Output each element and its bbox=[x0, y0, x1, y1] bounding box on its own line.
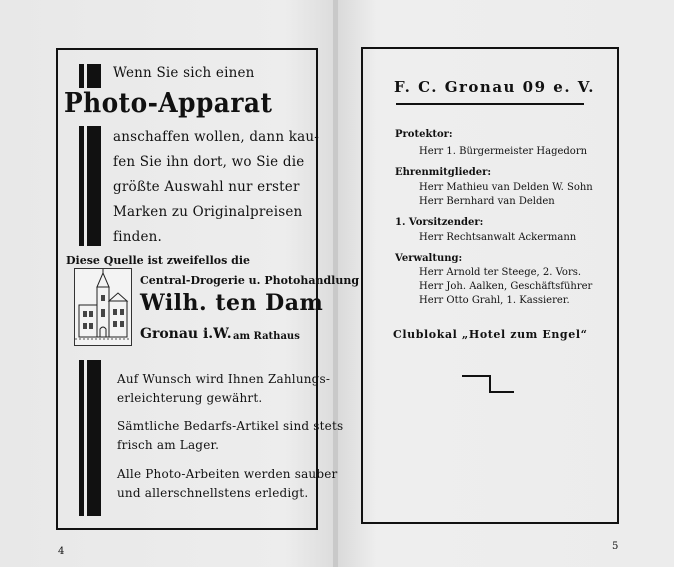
section-label-ehrenmitglieder: Ehrenmitglieder: bbox=[395, 167, 492, 178]
decorative-bars-top bbox=[79, 64, 101, 88]
section-label-protektor: Protektor: bbox=[395, 129, 453, 140]
section-label-verwaltung: Verwaltung: bbox=[395, 253, 463, 264]
work-line-2: und allerschnellstens erledigt. bbox=[117, 486, 309, 500]
ad-text-line-3: größte Auswahl nur erster bbox=[113, 179, 300, 195]
title-underline bbox=[396, 103, 584, 105]
ad-headline: Photo-Apparat bbox=[64, 88, 273, 119]
ehrenmitglied-entry-2: Herr Bernhard van Delden bbox=[419, 196, 555, 207]
club-title: F. C. Gronau 09 e. V. bbox=[394, 78, 595, 96]
shop-city: Gronau i.W. bbox=[140, 326, 232, 342]
rathaus-illustration bbox=[74, 268, 132, 346]
verwaltung-entry-2: Herr Joh. Aalken, Geschäftsführer bbox=[419, 281, 593, 292]
stock-line-2: frisch am Lager. bbox=[117, 438, 220, 452]
step-ornament bbox=[462, 374, 516, 396]
protektor-entry: Herr 1. Bürgermeister Hagedorn bbox=[419, 146, 588, 157]
payment-line-2: erleichterung gewährt. bbox=[117, 391, 263, 405]
shop-location: am Rathaus bbox=[233, 331, 300, 342]
ad-text-line-5: finden. bbox=[113, 229, 163, 245]
payment-line-1: Auf Wunsch wird Ihnen Zahlungs- bbox=[117, 372, 331, 386]
page-number-left: 4 bbox=[58, 546, 65, 557]
ad-text-line-1: anschaffen wollen, dann kau- bbox=[113, 129, 319, 145]
ehrenmitglied-entry-1: Herr Mathieu van Delden W. Sohn bbox=[419, 182, 593, 193]
club-venue: Clublokal „Hotel zum Engel“ bbox=[393, 328, 588, 341]
decorative-bars-bottom bbox=[79, 360, 101, 516]
ad-text-line-2: fen Sie ihn dort, wo Sie die bbox=[113, 154, 305, 170]
verwaltung-entry-3: Herr Otto Grahl, 1. Kassierer. bbox=[419, 295, 570, 306]
vorsitzender-entry: Herr Rechtsanwalt Ackermann bbox=[419, 232, 577, 243]
page-number-right: 5 bbox=[612, 541, 619, 552]
decorative-bars-middle bbox=[79, 126, 101, 246]
work-line-1: Alle Photo-Arbeiten werden sauber bbox=[117, 467, 338, 481]
shop-type: Central-Drogerie u. Photohandlung bbox=[140, 274, 360, 287]
section-label-vorsitzender: 1. Vorsitzender: bbox=[395, 217, 484, 228]
ad-text-line-4: Marken zu Originalpreisen bbox=[113, 204, 303, 220]
ad-source-line: Diese Quelle ist zweifellos die bbox=[66, 254, 250, 267]
stock-line-1: Sämtliche Bedarfs-Artikel sind stets bbox=[117, 419, 344, 433]
building-drawing bbox=[75, 269, 131, 345]
shop-name: Wilh. ten Dam bbox=[140, 290, 324, 316]
ad-intro-line: Wenn Sie sich einen bbox=[113, 65, 255, 81]
verwaltung-entry-1: Herr Arnold ter Steege, 2. Vors. bbox=[419, 267, 582, 278]
